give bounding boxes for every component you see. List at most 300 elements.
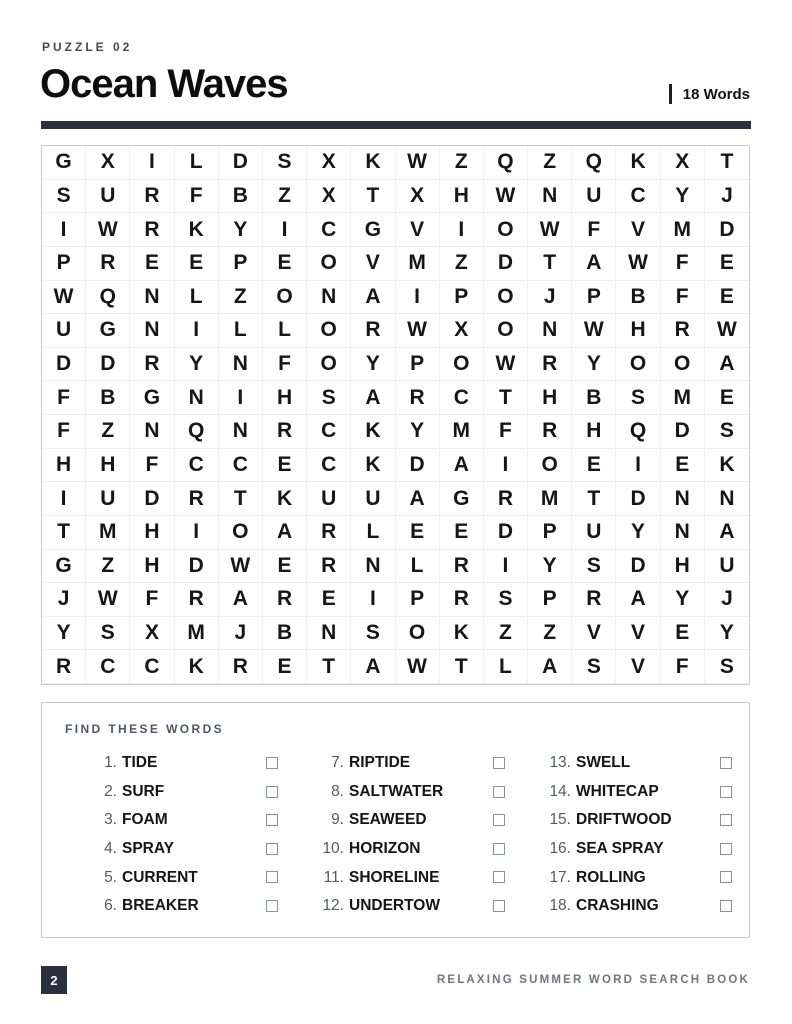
grid-cell[interactable]: N <box>528 314 572 348</box>
grid-cell[interactable]: Q <box>86 281 130 315</box>
grid-cell[interactable]: A <box>396 482 440 516</box>
word-label: DRIFTWOOD <box>576 811 672 829</box>
grid-cell[interactable]: F <box>42 415 86 449</box>
grid-cell[interactable]: R <box>572 583 616 617</box>
grid-cell[interactable]: C <box>130 650 174 684</box>
word-checkbox[interactable] <box>720 786 732 798</box>
word-checkbox[interactable] <box>493 757 505 769</box>
grid-cell[interactable]: X <box>440 314 484 348</box>
grid-cell[interactable]: U <box>705 550 749 584</box>
grid-cell[interactable]: F <box>661 650 705 684</box>
grid-cell[interactable]: E <box>263 449 307 483</box>
grid-cell[interactable]: C <box>616 180 660 214</box>
word-list-item <box>67 863 199 892</box>
grid-cell[interactable]: S <box>42 180 86 214</box>
grid-cell[interactable]: W <box>616 247 660 281</box>
grid-cell[interactable]: C <box>86 650 130 684</box>
word-label: SHORELINE <box>349 868 440 886</box>
grid-cell[interactable]: R <box>130 348 174 382</box>
grid-cell[interactable]: F <box>661 281 705 315</box>
grid-cell[interactable]: N <box>175 381 219 415</box>
grid-cell[interactable]: F <box>42 381 86 415</box>
grid-cell[interactable]: I <box>42 213 86 247</box>
word-list-item <box>67 749 199 778</box>
grid-cell[interactable]: U <box>572 180 616 214</box>
grid-cell[interactable]: H <box>86 449 130 483</box>
word-list-item <box>294 863 443 892</box>
puzzle-label: PUZZLE 02 <box>42 40 133 54</box>
grid-cell[interactable]: X <box>661 146 705 180</box>
grid-cell[interactable]: K <box>351 415 395 449</box>
word-checkbox[interactable] <box>493 786 505 798</box>
letter-grid <box>41 145 750 685</box>
grid-cell[interactable]: X <box>307 180 351 214</box>
grid-cell[interactable]: H <box>572 415 616 449</box>
grid-cell[interactable]: H <box>616 314 660 348</box>
grid-cell[interactable]: R <box>219 650 263 684</box>
grid-cell[interactable]: D <box>484 247 528 281</box>
word-number: 12. <box>322 897 344 915</box>
grid-cell[interactable]: G <box>351 213 395 247</box>
grid-cell[interactable]: A <box>616 583 660 617</box>
grid-cell[interactable]: X <box>307 146 351 180</box>
grid-cell[interactable]: P <box>528 516 572 550</box>
grid-cell[interactable]: B <box>572 381 616 415</box>
grid-cell[interactable]: B <box>616 281 660 315</box>
grid-cell[interactable]: U <box>42 314 86 348</box>
grid-cell[interactable]: A <box>351 650 395 684</box>
word-list-item <box>521 749 672 778</box>
grid-cell[interactable]: N <box>307 281 351 315</box>
grid-cell[interactable]: U <box>572 516 616 550</box>
grid-cell[interactable]: L <box>396 550 440 584</box>
word-checkbox[interactable] <box>720 900 732 912</box>
grid-cell[interactable]: I <box>440 213 484 247</box>
grid-cell[interactable]: N <box>661 516 705 550</box>
grid-cell[interactable]: Z <box>440 247 484 281</box>
word-checkbox[interactable] <box>720 843 732 855</box>
word-checkbox[interactable] <box>266 814 278 826</box>
grid-cell[interactable]: R <box>130 213 174 247</box>
grid-cell[interactable]: W <box>705 314 749 348</box>
grid-cell[interactable]: A <box>440 449 484 483</box>
grid-cell[interactable]: O <box>484 213 528 247</box>
word-list-item <box>67 806 199 835</box>
grid-cell[interactable]: R <box>528 348 572 382</box>
grid-cell[interactable]: B <box>263 617 307 651</box>
grid-cell[interactable]: Y <box>351 348 395 382</box>
grid-cell[interactable]: Q <box>175 415 219 449</box>
grid-cell[interactable]: A <box>219 583 263 617</box>
grid-cell[interactable]: I <box>484 449 528 483</box>
grid-cell[interactable]: L <box>219 314 263 348</box>
grid-cell[interactable]: N <box>219 348 263 382</box>
grid-cell[interactable]: M <box>396 247 440 281</box>
grid-cell[interactable]: A <box>351 381 395 415</box>
grid-cell[interactable]: Y <box>661 583 705 617</box>
grid-cell[interactable]: W <box>86 213 130 247</box>
grid-cell[interactable]: E <box>572 449 616 483</box>
grid-cell[interactable]: I <box>263 213 307 247</box>
grid-cell[interactable]: Y <box>616 516 660 550</box>
grid-cell[interactable]: W <box>528 213 572 247</box>
grid-cell[interactable]: N <box>130 281 174 315</box>
grid-cell[interactable]: J <box>705 583 749 617</box>
grid-cell[interactable]: E <box>705 281 749 315</box>
grid-cell[interactable]: D <box>130 482 174 516</box>
grid-cell[interactable]: D <box>616 482 660 516</box>
grid-cell[interactable]: R <box>528 415 572 449</box>
word-checkbox[interactable] <box>266 871 278 883</box>
word-checkbox[interactable] <box>266 900 278 912</box>
grid-cell[interactable]: K <box>705 449 749 483</box>
grid-cell[interactable]: H <box>528 381 572 415</box>
grid-cell[interactable]: A <box>528 650 572 684</box>
grid-cell[interactable]: N <box>219 415 263 449</box>
grid-cell[interactable]: M <box>661 213 705 247</box>
grid-cell[interactable]: S <box>705 650 749 684</box>
grid-cell[interactable]: O <box>307 348 351 382</box>
grid-cell[interactable]: F <box>661 247 705 281</box>
grid-cell[interactable]: H <box>130 516 174 550</box>
grid-cell[interactable]: F <box>175 180 219 214</box>
grid-cell[interactable]: Z <box>528 617 572 651</box>
grid-cell[interactable]: Y <box>42 617 86 651</box>
page-title: Ocean Waves <box>40 62 288 106</box>
grid-cell[interactable]: D <box>484 516 528 550</box>
grid-cell[interactable]: J <box>219 617 263 651</box>
grid-cell[interactable]: Z <box>86 415 130 449</box>
grid-cell[interactable]: V <box>616 617 660 651</box>
grid-cell[interactable]: O <box>661 348 705 382</box>
word-number: 13. <box>549 754 571 772</box>
grid-cell[interactable]: A <box>572 247 616 281</box>
grid-cell[interactable]: V <box>616 650 660 684</box>
word-checkbox[interactable] <box>266 843 278 855</box>
grid-cell[interactable]: L <box>175 281 219 315</box>
grid-cell[interactable]: J <box>705 180 749 214</box>
grid-cell[interactable]: R <box>440 583 484 617</box>
word-checkbox[interactable] <box>266 786 278 798</box>
word-checkbox[interactable] <box>720 757 732 769</box>
grid-cell[interactable]: C <box>219 449 263 483</box>
grid-cell[interactable]: E <box>263 650 307 684</box>
grid-cell[interactable]: O <box>307 247 351 281</box>
grid-cell[interactable]: V <box>396 213 440 247</box>
grid-cell[interactable]: L <box>484 650 528 684</box>
grid-cell[interactable]: L <box>263 314 307 348</box>
grid-cell[interactable]: A <box>705 516 749 550</box>
grid-cell[interactable]: Y <box>705 617 749 651</box>
word-list-item <box>521 806 672 835</box>
grid-cell[interactable]: P <box>528 583 572 617</box>
grid-cell[interactable]: M <box>440 415 484 449</box>
grid-cell[interactable]: H <box>42 449 86 483</box>
grid-cell[interactable]: T <box>351 180 395 214</box>
grid-cell[interactable]: P <box>396 348 440 382</box>
grid-cell[interactable]: E <box>661 449 705 483</box>
grid-cell[interactable]: P <box>396 583 440 617</box>
grid-cell[interactable]: L <box>175 146 219 180</box>
grid-cell[interactable]: E <box>130 247 174 281</box>
word-checkbox[interactable] <box>493 843 505 855</box>
grid-cell[interactable]: E <box>705 247 749 281</box>
grid-cell[interactable]: U <box>351 482 395 516</box>
grid-cell[interactable]: Z <box>263 180 307 214</box>
grid-cell[interactable]: C <box>307 213 351 247</box>
grid-cell[interactable]: W <box>86 583 130 617</box>
grid-cell[interactable]: P <box>219 247 263 281</box>
grid-cell[interactable]: W <box>219 550 263 584</box>
grid-cell[interactable]: G <box>86 314 130 348</box>
grid-cell[interactable]: C <box>175 449 219 483</box>
grid-cell[interactable]: G <box>42 146 86 180</box>
grid-cell[interactable]: O <box>219 516 263 550</box>
grid-cell[interactable]: H <box>263 381 307 415</box>
grid-cell[interactable]: O <box>263 281 307 315</box>
grid-cell[interactable]: K <box>440 617 484 651</box>
grid-cell[interactable]: C <box>307 449 351 483</box>
grid-cell[interactable]: E <box>661 617 705 651</box>
grid-cell[interactable]: M <box>528 482 572 516</box>
grid-cell[interactable]: Y <box>528 550 572 584</box>
grid-cell[interactable]: D <box>705 213 749 247</box>
grid-cell[interactable]: O <box>484 314 528 348</box>
grid-cell[interactable]: S <box>616 381 660 415</box>
grid-cell[interactable]: P <box>572 281 616 315</box>
grid-cell[interactable]: K <box>351 146 395 180</box>
grid-cell[interactable]: D <box>175 550 219 584</box>
grid-cell[interactable]: X <box>130 617 174 651</box>
grid-cell[interactable]: H <box>130 550 174 584</box>
grid-cell[interactable]: I <box>175 516 219 550</box>
grid-cell[interactable]: X <box>396 180 440 214</box>
grid-cell[interactable]: S <box>484 583 528 617</box>
grid-cell[interactable]: N <box>307 617 351 651</box>
grid-cell[interactable]: O <box>484 281 528 315</box>
word-checkbox[interactable] <box>266 757 278 769</box>
grid-cell[interactable]: W <box>396 146 440 180</box>
grid-cell[interactable]: I <box>396 281 440 315</box>
grid-cell[interactable]: W <box>484 180 528 214</box>
grid-cell[interactable]: S <box>263 146 307 180</box>
word-list-item <box>521 863 672 892</box>
grid-cell[interactable]: T <box>572 482 616 516</box>
grid-cell[interactable]: J <box>42 583 86 617</box>
word-number: 17. <box>549 868 571 886</box>
grid-cell[interactable]: N <box>705 482 749 516</box>
grid-cell[interactable]: O <box>396 617 440 651</box>
grid-cell[interactable]: U <box>307 482 351 516</box>
word-list-column-3 <box>521 749 672 921</box>
grid-cell[interactable]: U <box>86 180 130 214</box>
grid-cell[interactable]: M <box>175 617 219 651</box>
word-checkbox[interactable] <box>493 900 505 912</box>
grid-cell[interactable]: M <box>86 516 130 550</box>
grid-cell[interactable]: R <box>307 550 351 584</box>
grid-cell[interactable]: Y <box>572 348 616 382</box>
grid-cell[interactable]: W <box>572 314 616 348</box>
grid-cell[interactable]: R <box>175 482 219 516</box>
grid-cell[interactable]: B <box>219 180 263 214</box>
grid-cell[interactable]: R <box>130 180 174 214</box>
grid-cell[interactable]: T <box>219 482 263 516</box>
grid-cell[interactable]: T <box>705 146 749 180</box>
grid-cell[interactable]: S <box>86 617 130 651</box>
grid-cell[interactable]: W <box>42 281 86 315</box>
grid-cell[interactable]: I <box>42 482 86 516</box>
grid-cell[interactable]: F <box>130 449 174 483</box>
grid-cell[interactable]: D <box>86 348 130 382</box>
word-checkbox[interactable] <box>720 814 732 826</box>
grid-cell[interactable]: D <box>616 550 660 584</box>
grid-cell[interactable]: N <box>661 482 705 516</box>
header-rule <box>41 121 751 129</box>
grid-cell[interactable]: V <box>351 247 395 281</box>
grid-cell[interactable]: H <box>661 550 705 584</box>
grid-cell[interactable]: I <box>130 146 174 180</box>
word-list-item <box>67 892 199 921</box>
grid-cell[interactable]: W <box>396 650 440 684</box>
grid-cell[interactable]: N <box>351 550 395 584</box>
grid-cell[interactable]: Z <box>219 281 263 315</box>
grid-cell[interactable]: A <box>705 348 749 382</box>
grid-cell[interactable]: D <box>42 348 86 382</box>
grid-cell[interactable]: V <box>572 617 616 651</box>
grid-cell[interactable]: E <box>175 247 219 281</box>
grid-cell[interactable]: R <box>42 650 86 684</box>
word-label: CURRENT <box>122 868 198 886</box>
word-number: 11. <box>323 868 344 886</box>
grid-cell[interactable]: E <box>307 583 351 617</box>
grid-cell[interactable]: O <box>440 348 484 382</box>
grid-cell[interactable]: N <box>130 314 174 348</box>
grid-cell[interactable]: S <box>705 415 749 449</box>
grid-cell[interactable]: E <box>263 550 307 584</box>
grid-cell[interactable]: P <box>440 281 484 315</box>
grid-cell[interactable]: Q <box>572 146 616 180</box>
grid-cell[interactable]: V <box>616 213 660 247</box>
word-checkbox[interactable] <box>493 871 505 883</box>
grid-cell[interactable]: C <box>440 381 484 415</box>
grid-cell[interactable]: S <box>351 617 395 651</box>
grid-cell[interactable]: F <box>484 415 528 449</box>
grid-cell[interactable]: E <box>705 381 749 415</box>
grid-cell[interactable]: L <box>351 516 395 550</box>
grid-cell[interactable]: I <box>484 550 528 584</box>
word-checkbox[interactable] <box>720 871 732 883</box>
grid-cell[interactable]: C <box>307 415 351 449</box>
grid-cell[interactable]: F <box>572 213 616 247</box>
grid-cell[interactable]: T <box>307 650 351 684</box>
grid-cell[interactable]: N <box>130 415 174 449</box>
grid-cell[interactable]: S <box>572 650 616 684</box>
grid-cell[interactable]: T <box>484 381 528 415</box>
grid-cell[interactable]: H <box>440 180 484 214</box>
word-checkbox[interactable] <box>493 814 505 826</box>
grid-cell[interactable]: K <box>263 482 307 516</box>
grid-cell[interactable]: A <box>351 281 395 315</box>
word-number: 6. <box>104 897 117 915</box>
grid-cell[interactable]: I <box>175 314 219 348</box>
grid-cell[interactable]: O <box>616 348 660 382</box>
grid-cell[interactable]: Z <box>86 550 130 584</box>
grid-cell[interactable]: T <box>528 247 572 281</box>
grid-cell[interactable]: R <box>86 247 130 281</box>
grid-cell[interactable]: Q <box>484 146 528 180</box>
grid-cell[interactable]: Y <box>219 213 263 247</box>
grid-cell[interactable]: R <box>175 583 219 617</box>
grid-cell[interactable]: Z <box>484 617 528 651</box>
grid-cell[interactable]: G <box>130 381 174 415</box>
grid-cell[interactable]: K <box>616 146 660 180</box>
word-list-column-1 <box>67 749 199 921</box>
grid-cell[interactable]: R <box>396 381 440 415</box>
grid-cell[interactable]: Q <box>616 415 660 449</box>
word-label: RIPTIDE <box>349 754 411 772</box>
word-list-item <box>521 835 672 864</box>
grid-cell[interactable]: J <box>528 281 572 315</box>
grid-cell[interactable]: R <box>307 516 351 550</box>
grid-cell[interactable]: U <box>86 482 130 516</box>
grid-cell[interactable]: Z <box>440 146 484 180</box>
word-count-divider <box>669 84 672 104</box>
grid-cell[interactable]: Y <box>175 348 219 382</box>
grid-cell[interactable]: T <box>42 516 86 550</box>
grid-cell[interactable]: B <box>86 381 130 415</box>
grid-cell[interactable]: E <box>396 516 440 550</box>
grid-cell[interactable]: O <box>528 449 572 483</box>
grid-cell[interactable]: E <box>263 247 307 281</box>
grid-cell[interactable]: D <box>219 146 263 180</box>
grid-cell[interactable]: D <box>661 415 705 449</box>
grid-cell[interactable]: R <box>263 415 307 449</box>
grid-cell[interactable]: D <box>396 449 440 483</box>
grid-cell[interactable]: O <box>307 314 351 348</box>
grid-cell[interactable]: I <box>351 583 395 617</box>
grid-cell[interactable]: S <box>572 550 616 584</box>
grid-cell[interactable]: F <box>263 348 307 382</box>
grid-cell[interactable]: G <box>42 550 86 584</box>
grid-cell[interactable]: T <box>440 650 484 684</box>
grid-cell[interactable]: E <box>440 516 484 550</box>
grid-cell[interactable]: G <box>440 482 484 516</box>
grid-cell[interactable]: P <box>42 247 86 281</box>
word-label: CRASHING <box>576 897 659 915</box>
grid-cell[interactable]: W <box>396 314 440 348</box>
grid-cell[interactable]: Z <box>528 146 572 180</box>
grid-cell[interactable]: K <box>175 213 219 247</box>
grid-cell[interactable]: A <box>263 516 307 550</box>
grid-cell[interactable]: R <box>351 314 395 348</box>
grid-cell[interactable]: M <box>661 381 705 415</box>
grid-cell[interactable]: K <box>351 449 395 483</box>
grid-cell[interactable]: N <box>528 180 572 214</box>
grid-cell[interactable]: R <box>661 314 705 348</box>
grid-cell[interactable]: F <box>130 583 174 617</box>
grid-cell[interactable]: Y <box>396 415 440 449</box>
grid-cell[interactable]: S <box>307 381 351 415</box>
grid-cell[interactable]: K <box>175 650 219 684</box>
grid-cell[interactable]: R <box>484 482 528 516</box>
grid-cell[interactable]: R <box>263 583 307 617</box>
grid-cell[interactable]: R <box>440 550 484 584</box>
grid-cell[interactable]: W <box>484 348 528 382</box>
grid-cell[interactable]: I <box>616 449 660 483</box>
grid-cell[interactable]: Y <box>661 180 705 214</box>
grid-cell[interactable]: I <box>219 381 263 415</box>
grid-cell[interactable]: X <box>86 146 130 180</box>
